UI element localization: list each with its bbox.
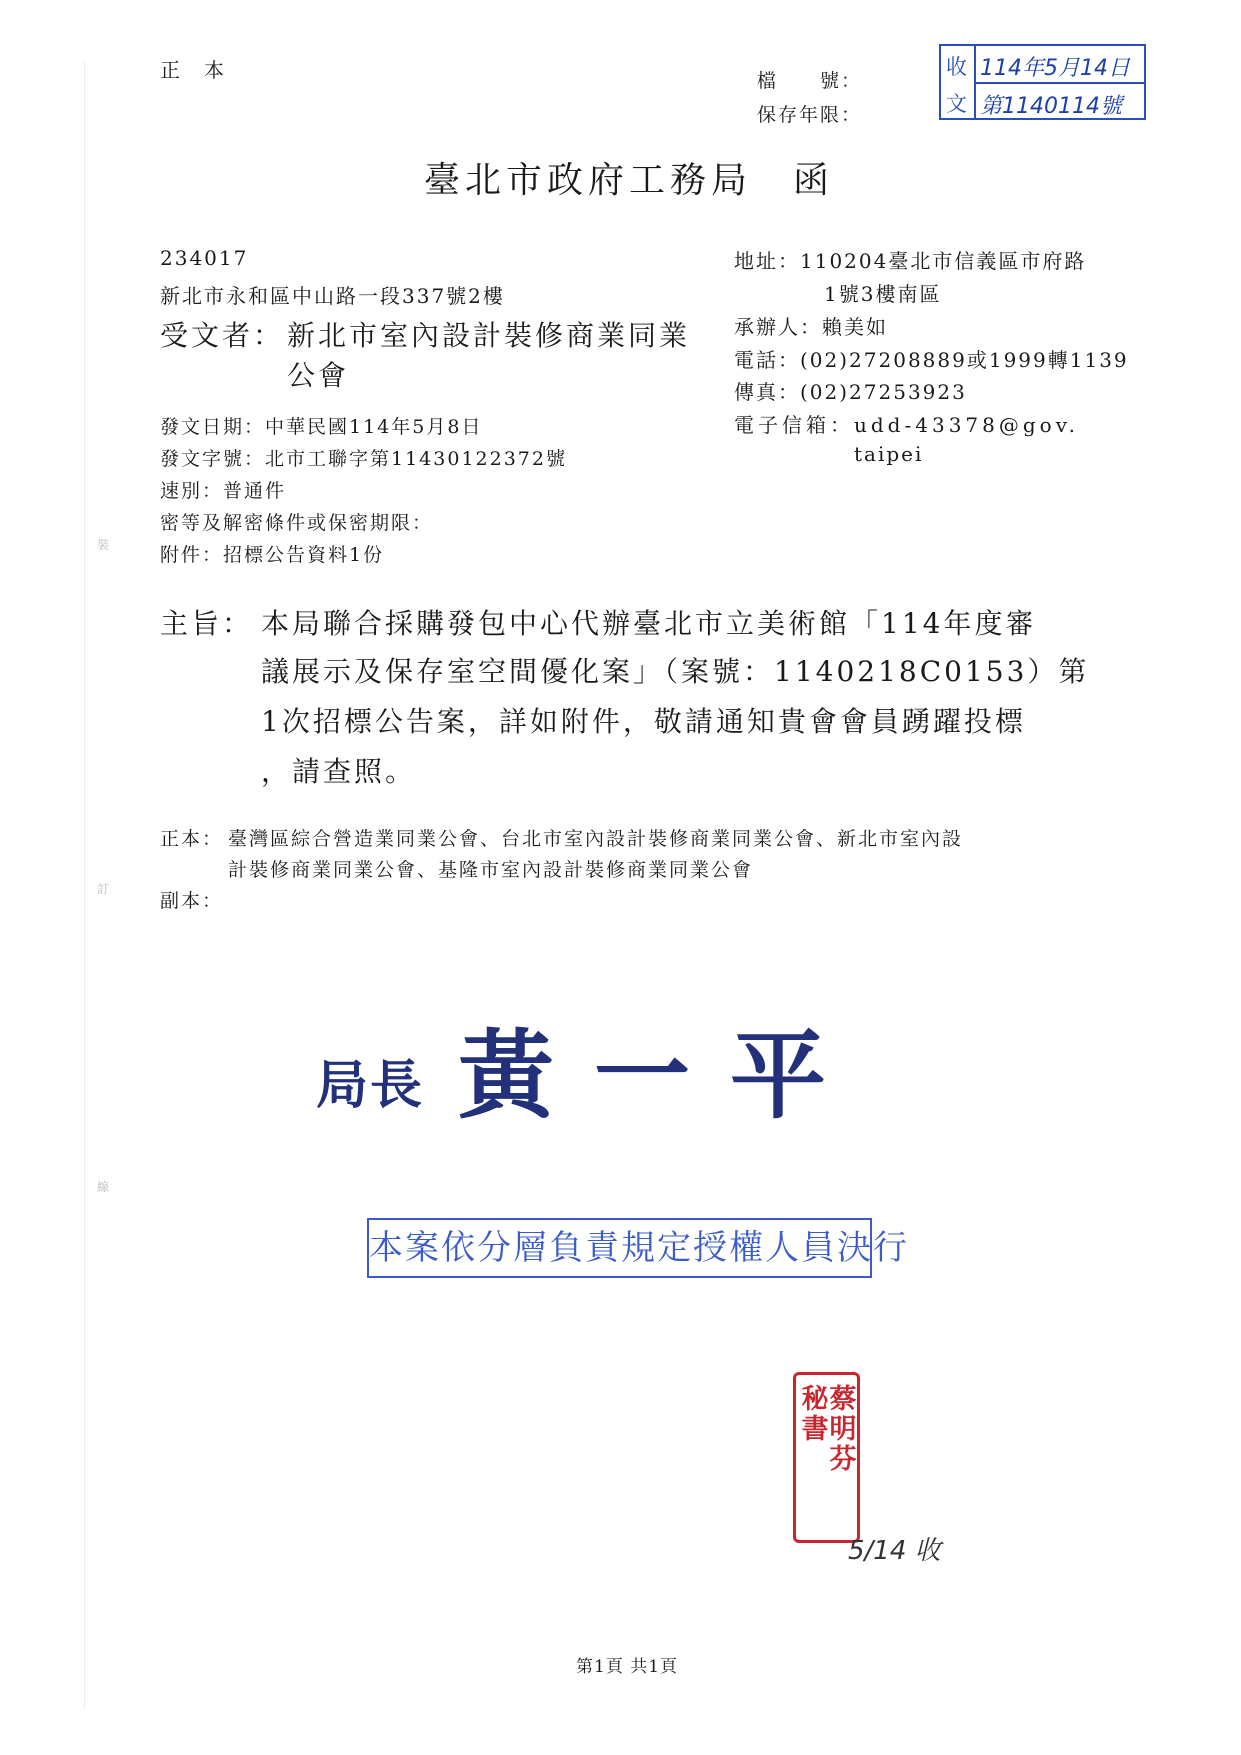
subject-line3: 1次招標公告案，詳如附件，敬請通知貴會會員踴躍投標 <box>261 705 1026 738</box>
margin-mark-order: 訂 <box>97 882 110 896</box>
copy-type: 正 本 <box>160 58 226 82</box>
margin-mark-line: 線 <box>97 1180 110 1194</box>
secretary-seal-name: 蔡 明 芬 <box>829 1384 857 1475</box>
document-title: 臺北市政府工務局 函 <box>424 160 835 201</box>
distribution-original-line2: 計裝修商業同業公會、基隆市室內設計裝修商業同業公會 <box>228 859 754 881</box>
director-signature <box>316 1000 866 1137</box>
recipient-name-line1: 新北市室內設計裝修商業同業 <box>287 319 691 352</box>
retention-label: 保存年限： <box>757 104 863 126</box>
subject-line4: ，請查照。 <box>261 755 417 788</box>
receipt-number: 第1140114號 <box>980 94 1122 119</box>
meta-secrecy: 密等及解密條件或保密期限： <box>160 512 434 534</box>
page-footer: 第1頁 共1頁 <box>576 1657 679 1677</box>
contact-address-line1: 地址：110204臺北市信義區市府路 <box>734 249 1087 273</box>
contact-email-line2: taipei <box>854 442 924 466</box>
subject-label: 主旨： <box>160 607 254 640</box>
contact-handler: 承辦人：賴美如 <box>734 315 888 339</box>
contact-address-line2: 1號3樓南區 <box>824 282 942 306</box>
subject-line2: 議展示及保存室空間優化案」（案號：1140218C0153）第 <box>261 655 1090 688</box>
distribution-original-label: 正本： <box>160 828 224 850</box>
signature-name: 黃一平 <box>458 1019 867 1132</box>
contact-phone: 電話：(02)27208889或1999轉1139 <box>734 348 1129 372</box>
contact-fax: 傳真：(02)27253923 <box>734 380 967 404</box>
recipient-postal-code: 234017 <box>160 246 249 270</box>
meta-attachment: 附件：招標公告資料1份 <box>160 544 385 566</box>
recipient-address: 新北市永和區中山路一段337號2樓 <box>160 284 505 308</box>
signature-title: 局長 <box>316 1055 425 1116</box>
receipt-label-bottom: 文 <box>946 92 967 116</box>
file-no-label: 檔 號： <box>757 70 863 92</box>
authorization-stamp: 本案依分層負責規定授權人員決行 <box>367 1218 872 1278</box>
handwritten-receipt-note: 5/14 收 <box>848 1536 941 1566</box>
meta-speed: 速別：普通件 <box>160 480 287 502</box>
recipient-label: 受文者： <box>160 319 285 352</box>
receipt-label-top: 收 <box>946 55 967 79</box>
recipient-name-line2: 公會 <box>287 359 350 392</box>
margin-mark-bind: 裝 <box>97 538 110 552</box>
distribution-copy-label: 副本： <box>160 890 224 912</box>
meta-date: 發文日期：中華民國114年5月8日 <box>160 416 483 438</box>
meta-doc-no: 發文字號：北市工聯字第11430122372號 <box>160 448 567 470</box>
receipt-date: 114年5月14日 <box>980 56 1130 81</box>
secretary-seal <box>793 1372 860 1543</box>
secretary-seal-title: 秘 書 <box>801 1384 829 1445</box>
subject-line1: 本局聯合採購發包中心代辦臺北市立美術館「114年度審 <box>261 607 1037 640</box>
receipt-stamp <box>939 44 1146 120</box>
contact-email-line1: 電子信箱：udd-43378@gov. <box>734 413 1079 437</box>
binding-line <box>84 60 85 1710</box>
distribution-original-line1: 臺灣區綜合營造業同業公會、台北市室內設計裝修商業同業公會、新北市室內設 <box>228 828 964 850</box>
